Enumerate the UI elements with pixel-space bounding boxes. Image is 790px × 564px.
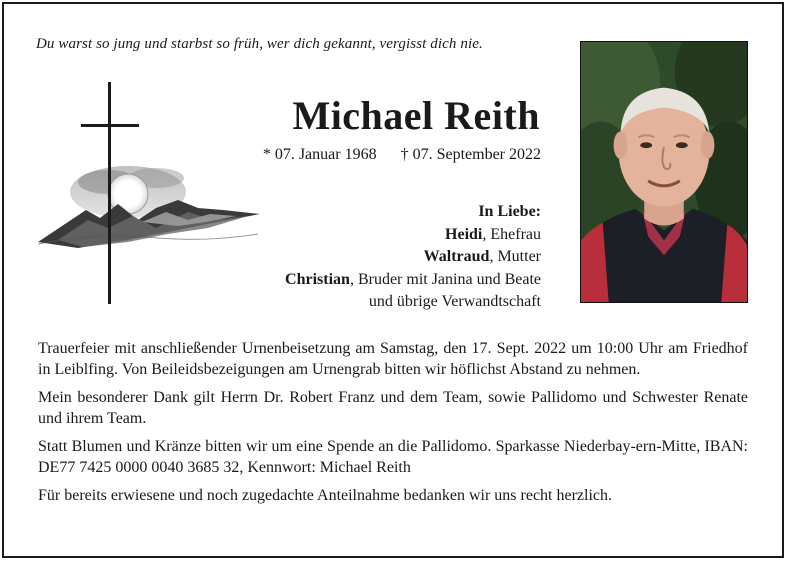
family-heading: In Liebe:: [478, 203, 541, 220]
ceremony-paragraph: Trauerfeier mit anschließender Urnenbeisetzung am Samstag, den 17. Sept. 2022 um 10:00 Uhr am Friedhof in Leiblfing. Von Beileidsbezeigungen am Urnengrab bitten wir höflichst Abstand zu nehmen.: [38, 340, 748, 378]
family-member: Waltraud, Mutter: [423, 248, 541, 265]
portrait-photo: [580, 41, 748, 303]
born-date: 07. Januar 1968: [274, 146, 377, 163]
family-member: Heidi, Ehefrau: [445, 225, 541, 243]
obituary-body: [38, 339, 748, 515]
donation-paragraph: Statt Blumen und Kränze bitten wir um eine Spende an die Pallidomo. Sparkasse Niederbay-ern-Mitte, IBAN: DE77 7425 0000 0040 3685 32, Kennwort: Michael Reith: [38, 438, 748, 476]
died-date: 07. September 2022: [412, 146, 541, 163]
family-others: und übrige Verwandtschaft: [368, 293, 541, 310]
born-symbol: *: [262, 146, 271, 163]
died-symbol: †: [400, 146, 409, 163]
memorial-quote: Du warst so jung und starbst so früh, wer dich gekannt, vergisst dich nie.: [36, 36, 483, 52]
life-dates: [200, 146, 541, 164]
family-member: Christian, Bruder mit Janina und Beate: [285, 270, 541, 288]
deceased-name: Michael Reith: [292, 93, 540, 138]
thanks-paragraph: Mein besonderer Dank gilt Herrn Dr. Robert Franz und dem Team, sowie Pallidomo und Schwester Renate und ihrem Team.: [38, 389, 748, 427]
closing-paragraph: Für bereits erwiesene und noch zugedachte Anteilnahme bedanken wir uns recht herzlich.: [38, 487, 613, 504]
family-list: [200, 201, 541, 314]
